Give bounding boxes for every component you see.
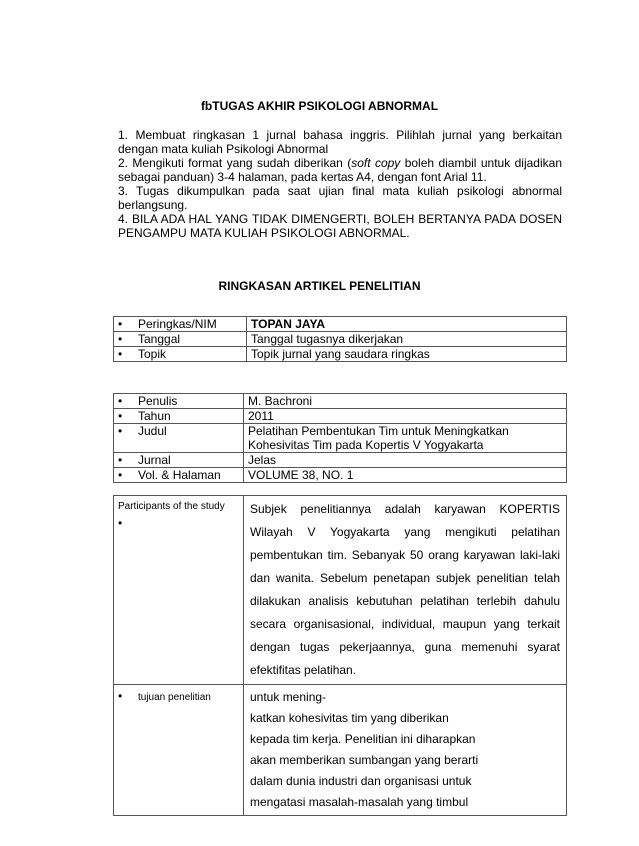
bullet-icon: • [118,394,123,408]
bullet-icon: • [118,317,123,331]
row-label [114,347,247,362]
bullet-icon: • [118,347,123,361]
participants-label: Participants of the study [118,501,225,512]
row-value: Pelatihan Pembentukan Tim untuk Meningkatkan Kohesivitas Tim pada Kopertis V Yogyakarta [244,424,567,453]
table-row [114,685,567,816]
instruction-2-post: boleh diambil untuk dijadikan sebagai panduan) 3-4 halaman, pada kertas A4, dengan font Arial 11. [118,156,562,184]
bullet-icon: • [118,516,123,530]
row-value: Topik jurnal yang saudara ringkas [247,347,567,362]
row-value: TOPAN JAYA [247,317,567,332]
row-value: Tanggal tugasnya dikerjakan [247,332,567,347]
purpose-label-cell [114,685,244,816]
purpose-line: untuk mening- [250,690,327,704]
bullet-icon: • [118,332,123,346]
label-text: Tanggal [138,332,181,346]
bullet-icon: • [118,468,123,482]
table-row [114,496,567,685]
row-label [114,409,244,424]
label-text: Penulis [138,394,178,408]
table-row [114,332,567,347]
purpose-label: tujuan penelitian [138,692,211,703]
label-text: Vol. & Halaman [138,468,221,482]
table-row [114,409,567,424]
bullet-icon: • [118,424,123,438]
label-text: Peringkas/NIM [138,317,217,331]
instruction-4: 4. BILA ADA HAL YANG TIDAK DIMENGERTI, BOLEH BERTANYA PADA DOSEN PENGAMPU MATA KULIAH PSIKOLOGI ABNORMAL. [118,212,562,240]
table-row [114,468,567,483]
label-text: Jurnal [138,453,171,467]
purpose-line: katkan kohesivitas tim yang diberikan [250,711,449,725]
purpose-line: kepada tim kerja. Penelitian ini diharapkan [250,732,476,746]
row-value: VOLUME 38, NO. 1 [244,468,567,483]
row-label [114,317,247,332]
purpose-line: akan memberikan sumbangan yang berarti [250,753,479,767]
row-value: Jelas [244,453,567,468]
table-row [114,394,567,409]
purpose-text [244,685,567,816]
participants-text: Subjek penelitiannya adalah karyawan KOPERTIS Wilayah V Yogyakarta yang mengikuti pelatihan pembentukan tim. Sebanyak 50 orang karyawan laki-laki dan wanita. Sebelum penetapan subjek penelitian telah dilakukan analisis kebutuhan pelatihan terlebih dahulu secara organisasional, individual, maupun yang terkait dengan tugas pekerjaannya, guna memenuhi syarat efektifitas pelatihan. [244,496,567,685]
table-row [114,453,567,468]
row-label [114,468,244,483]
label-text: Judul [138,424,167,438]
instruction-2-italic: soft copy [351,156,401,170]
purpose-line: mengatasi masalah-masalah yang timbul [250,795,469,809]
study-detail-table [113,495,567,816]
label-text: Tahun [138,409,171,423]
table-row [114,317,567,332]
row-value: 2011 [244,409,567,424]
label-text: Topik [138,347,167,361]
page-title: fbTUGAS AKHIR PSIKOLOGI ABNORMAL [200,99,439,113]
section-title: RINGKASAN ARTIKEL PENELITIAN [218,279,421,293]
instruction-2 [118,156,562,184]
summarizer-table [113,316,567,362]
table-row [114,424,567,453]
bullet-icon: • [118,409,123,423]
row-value: M. Bachroni [244,394,567,409]
instruction-2-pre: 2. Mengikuti format yang sudah diberikan ( [118,156,352,170]
row-label [114,332,247,347]
bullet-icon: • [118,453,123,467]
bullet-icon: • [118,689,123,703]
row-label [114,453,244,468]
participants-label-cell [114,496,244,685]
instructions [118,128,562,240]
row-label [114,394,244,409]
row-label [114,424,244,453]
article-info-table [113,393,567,483]
purpose-line: dalam dunia industri dan organisasi untuk [250,774,472,788]
table-row [114,347,567,362]
instruction-1: 1. Membuat ringkasan 1 jurnal bahasa inggris. Pilihlah jurnal yang berkaitan dengan mata kuliah Psikologi Abnormal [118,128,562,156]
instruction-3: 3. Tugas dikumpulkan pada saat ujian final mata kuliah psikologi abnormal berlangsung. [118,184,562,212]
